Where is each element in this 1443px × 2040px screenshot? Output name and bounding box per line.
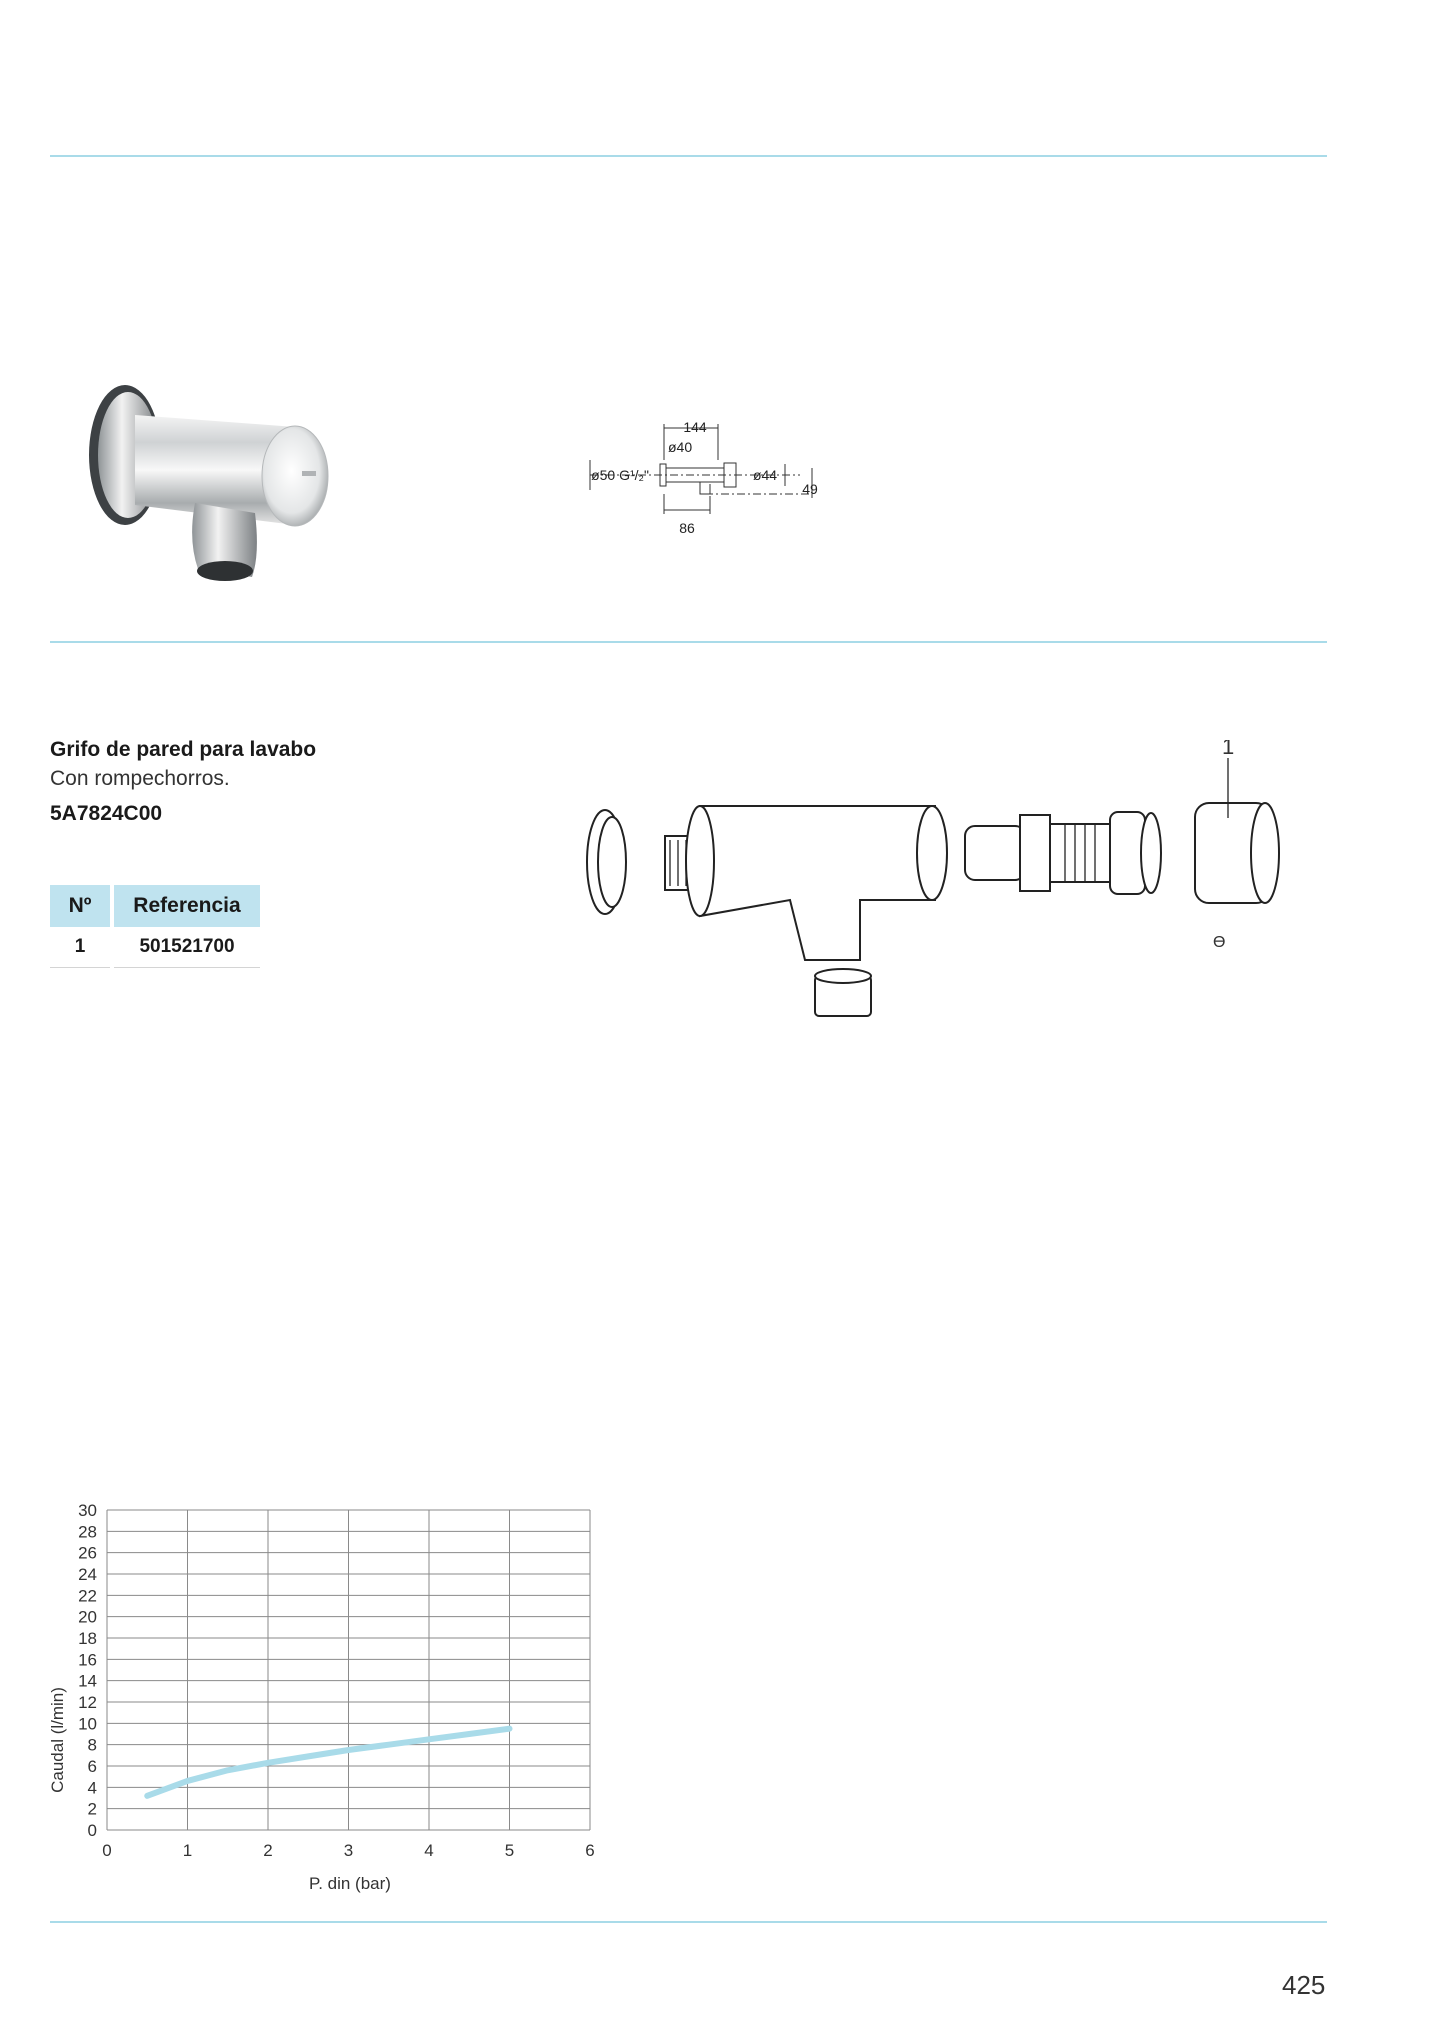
header-reference: Referencia	[114, 885, 260, 927]
product-code: 5A7824C00	[50, 802, 163, 825]
y-tick-label: 24	[78, 1565, 97, 1584]
x-tick-label: 2	[263, 1841, 273, 1860]
y-tick-label: 28	[78, 1522, 97, 1542]
exploded-parts-diagram	[570, 740, 1310, 1030]
y-tick-label: 18	[78, 1629, 97, 1648]
row-number: 1	[50, 927, 110, 968]
x-tick-label: 6	[585, 1841, 595, 1860]
y-tick-label: 2	[87, 1799, 97, 1819]
dim-50: ø50 G¹/₂"	[591, 467, 649, 483]
dim-40: ø40	[668, 439, 693, 455]
row-reference: 501521700	[114, 927, 260, 968]
y-tick-label: 20	[78, 1607, 97, 1627]
y-tick-label: 6	[87, 1757, 97, 1776]
product-title: Grifo de pared para lavabo	[50, 738, 317, 761]
middle-divider	[50, 641, 1327, 643]
bottom-divider	[50, 1921, 1327, 1923]
y-tick-label: 14	[78, 1671, 97, 1691]
dim-144: 144	[683, 419, 707, 435]
x-tick-labels	[102, 1841, 594, 1860]
y-tick-label: 26	[78, 1543, 97, 1563]
y-tick-label: 22	[78, 1586, 97, 1606]
dimension-drawing	[560, 410, 840, 545]
y-axis-label: Caudal (l/min)	[48, 1687, 67, 1793]
chart-series	[147, 1729, 509, 1796]
top-divider	[50, 155, 1327, 157]
page-number: 425	[1282, 1970, 1326, 2000]
x-tick-label: 3	[343, 1841, 354, 1860]
cap-symbol: ϴ	[1213, 934, 1226, 951]
y-tick-label: 4	[87, 1778, 97, 1798]
dim-86: 86	[679, 520, 695, 536]
parts-table	[46, 885, 264, 968]
flow-chart	[40, 1495, 610, 1900]
y-tick-labels	[78, 1501, 97, 1840]
dim-49: 49	[802, 481, 818, 497]
product-photo	[80, 355, 360, 595]
parts-table-header	[50, 885, 260, 927]
y-tick-label: 10	[78, 1714, 97, 1734]
dim-44: ø44	[752, 467, 778, 483]
series-line	[147, 1729, 509, 1796]
y-tick-label: 30	[78, 1501, 97, 1520]
product-subtitle: Con rompechorros.	[50, 767, 230, 790]
x-tick-label: 0	[102, 1841, 112, 1860]
y-tick-label: 12	[78, 1693, 97, 1712]
header-number: Nº	[50, 885, 110, 927]
y-tick-label: 0	[87, 1821, 97, 1840]
callout-number: 1	[1222, 740, 1235, 759]
y-tick-label: 16	[78, 1650, 97, 1670]
x-tick-label: 1	[182, 1841, 193, 1860]
x-axis-label: P. din (bar)	[309, 1874, 391, 1893]
y-tick-label: 8	[87, 1735, 97, 1755]
x-tick-label: 5	[504, 1841, 515, 1860]
table-row	[50, 927, 260, 968]
x-tick-label: 4	[424, 1841, 434, 1860]
